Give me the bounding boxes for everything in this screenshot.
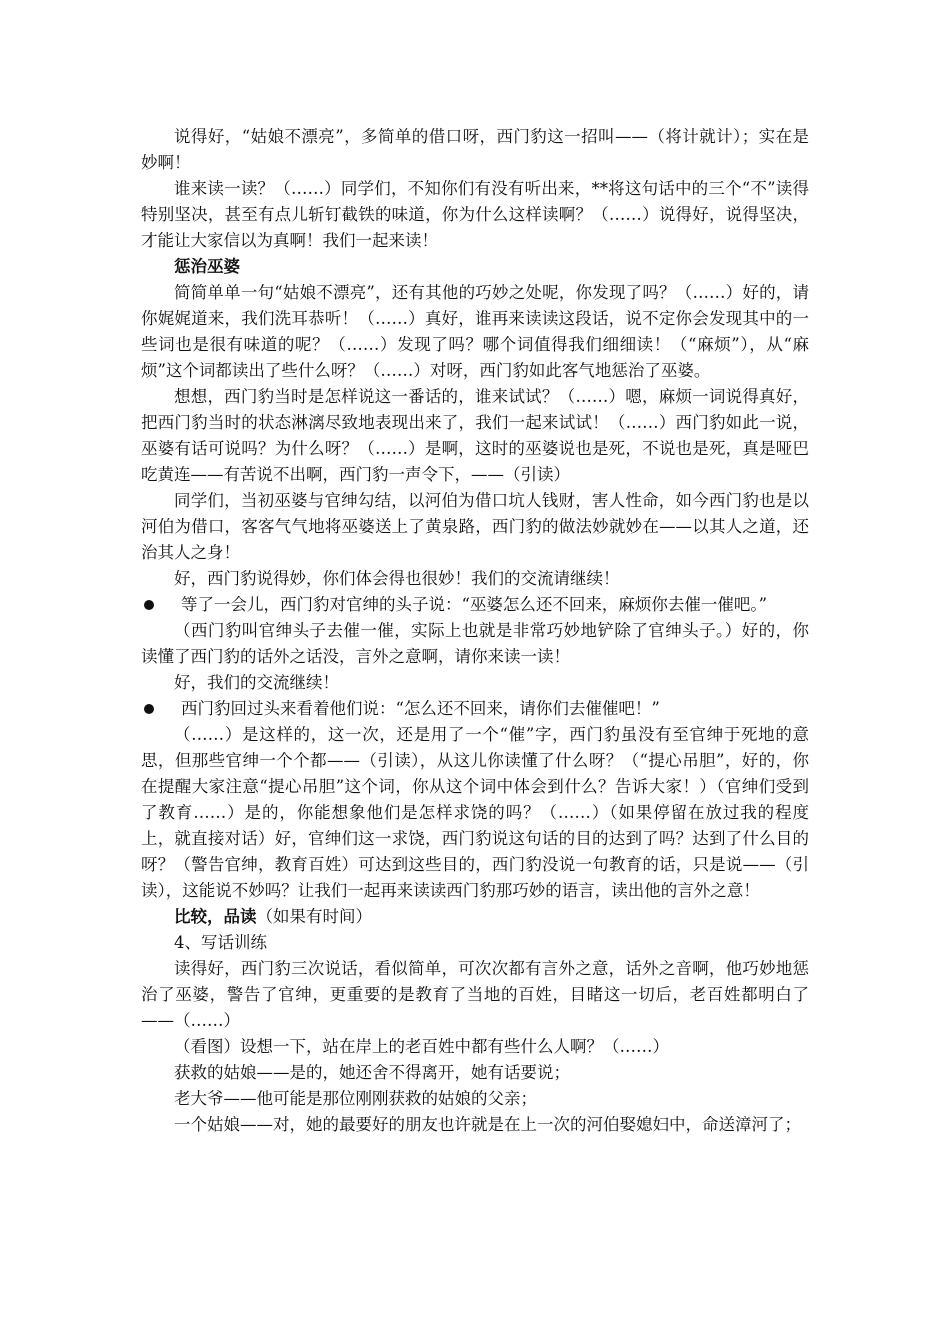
paragraph: 想想，西门豹当时是怎样说这一番话的，谁来试试？（……）嗯，麻烦一词说得真好，把西门豹当时的状态淋漓尽致地表现出来了，我们一起来试试！（……）西门豹如此一说，巫婆有话可说吗？为什么呀？（……）是啊，这时的巫婆说也是死，不说也是死，真是哑巴吃黄连——有苦说不出啊，西门豹一声令下，——（引读） xyxy=(141,387,809,484)
bullet-icon xyxy=(144,600,154,610)
paragraph: （西门豹叫官绅头子去催一催，实际上也就是非常巧妙地铲除了官绅头子。）好的，你读懂了西门豹的话外之话没，言外之意啊，请你来读一读！ xyxy=(141,621,809,666)
bullet-icon xyxy=(144,704,154,714)
heading-text: 比较，品读 xyxy=(174,907,257,926)
paragraph: 谁来读一读？（……）同学们，不知你们有没有听出来，**将这句话中的三个“不”读得特别坚决，甚至有点儿斩钉截铁的味道，你为什么这样读啊？（……）说得好，说得坚决，才能让大家信以为真啊！我们一起来读！ xyxy=(141,179,809,250)
paragraph: 好，西门豹说得妙，你们体会得也很妙！我们的交流请继续！ xyxy=(174,569,620,588)
document-page xyxy=(141,124,809,1138)
paragraph: 同学们，当初巫婆与官绅勾结，以河伯为借口坑人钱财，害人性命，如今西门豹也是以河伯为借口，客客气气地将巫婆送上了黄泉路，西门豹的做法妙就妙在——以其人之道，还治其人之身！ xyxy=(141,491,809,562)
section-heading: 惩治巫婆 xyxy=(174,257,240,276)
paragraph: 读得好，西门豹三次说话，看似简单，可次次都有言外之意，话外之音啊，他巧妙地惩治了巫婆，警告了官绅，更重要的是教育了当地的百姓，目睹这一切后，老百姓都明白了——（……） xyxy=(141,959,809,1030)
paragraph: 老大爷——他可能是那位刚刚获救的姑娘的父亲； xyxy=(174,1089,537,1108)
paragraph: 获救的姑娘——是的，她还舍不得离开，她有话要说； xyxy=(174,1063,570,1082)
section-heading xyxy=(141,904,809,930)
bullet-item xyxy=(141,696,809,722)
paragraph: 说得好，“姑娘不漂亮”，多简单的借口呀，西门豹这一招叫——（将计就计）；实在是妙啊！ xyxy=(141,127,809,172)
bullet-item xyxy=(141,592,809,618)
paragraph: （……）是这样的，这一次，还是用了一个“催”字，西门豹虽没有至官绅于死地的意思，但那些官绅一个个都——（引读），从这儿你读懂了什么呀？（“提心吊胆”，好的，你在提醒大家注意“提心吊胆”这个词，你从这个词中体会到什么？告诉大家！）（官绅们受到了教育……）是的，你能想象他们是怎样求饶的吗？（……）（如果停留在放过我的程度上，就直接对话）好，官绅们这一求饶，西门豹说这句话的目的达到了吗？达到了什么目的呀？（警告官绅，教育百姓）可达到这些目的，西门豹没说一句教育的话，只是说——（引读），这能说不妙吗？让我们一起再来读读西门豹那巧妙的语言，读出他的言外之意！ xyxy=(141,725,809,900)
paragraph: 好，我们的交流继续！ xyxy=(174,673,339,692)
paragraph: 4、写话训练 xyxy=(174,933,267,952)
paragraph: （看图）设想一下，站在岸上的老百姓中都有些什么人啊？（……） xyxy=(174,1037,669,1056)
bullet-text: 西门豹回过头来看着他们说：“怎么还不回来，请你们去催催吧！” xyxy=(181,699,660,718)
bullet-text: 等了一会儿，西门豹对官绅的头子说：“巫婆怎么还不回来，麻烦你去催一催吧。” xyxy=(181,595,768,614)
heading-note: （如果有时间） xyxy=(256,907,372,926)
paragraph: 简简单单一句“姑娘不漂亮”，还有其他的巧妙之处呢，你发现了吗？（……）好的，请你娓娓道来，我们洗耳恭听！（……）真好，谁再来读读这段话，说不定你会发现其中的一些词也是很有味道的呢？（……）发现了吗？哪个词值得我们细细读！（“麻烦”），从“麻烦”这个词都读出了些什么呀？（……）对呀，西门豹如此客气地惩治了巫婆。 xyxy=(141,283,809,380)
paragraph: 一个姑娘——对，她的最要好的朋友也许就是在上一次的河伯娶媳妇中，命送漳河了； xyxy=(174,1115,801,1134)
